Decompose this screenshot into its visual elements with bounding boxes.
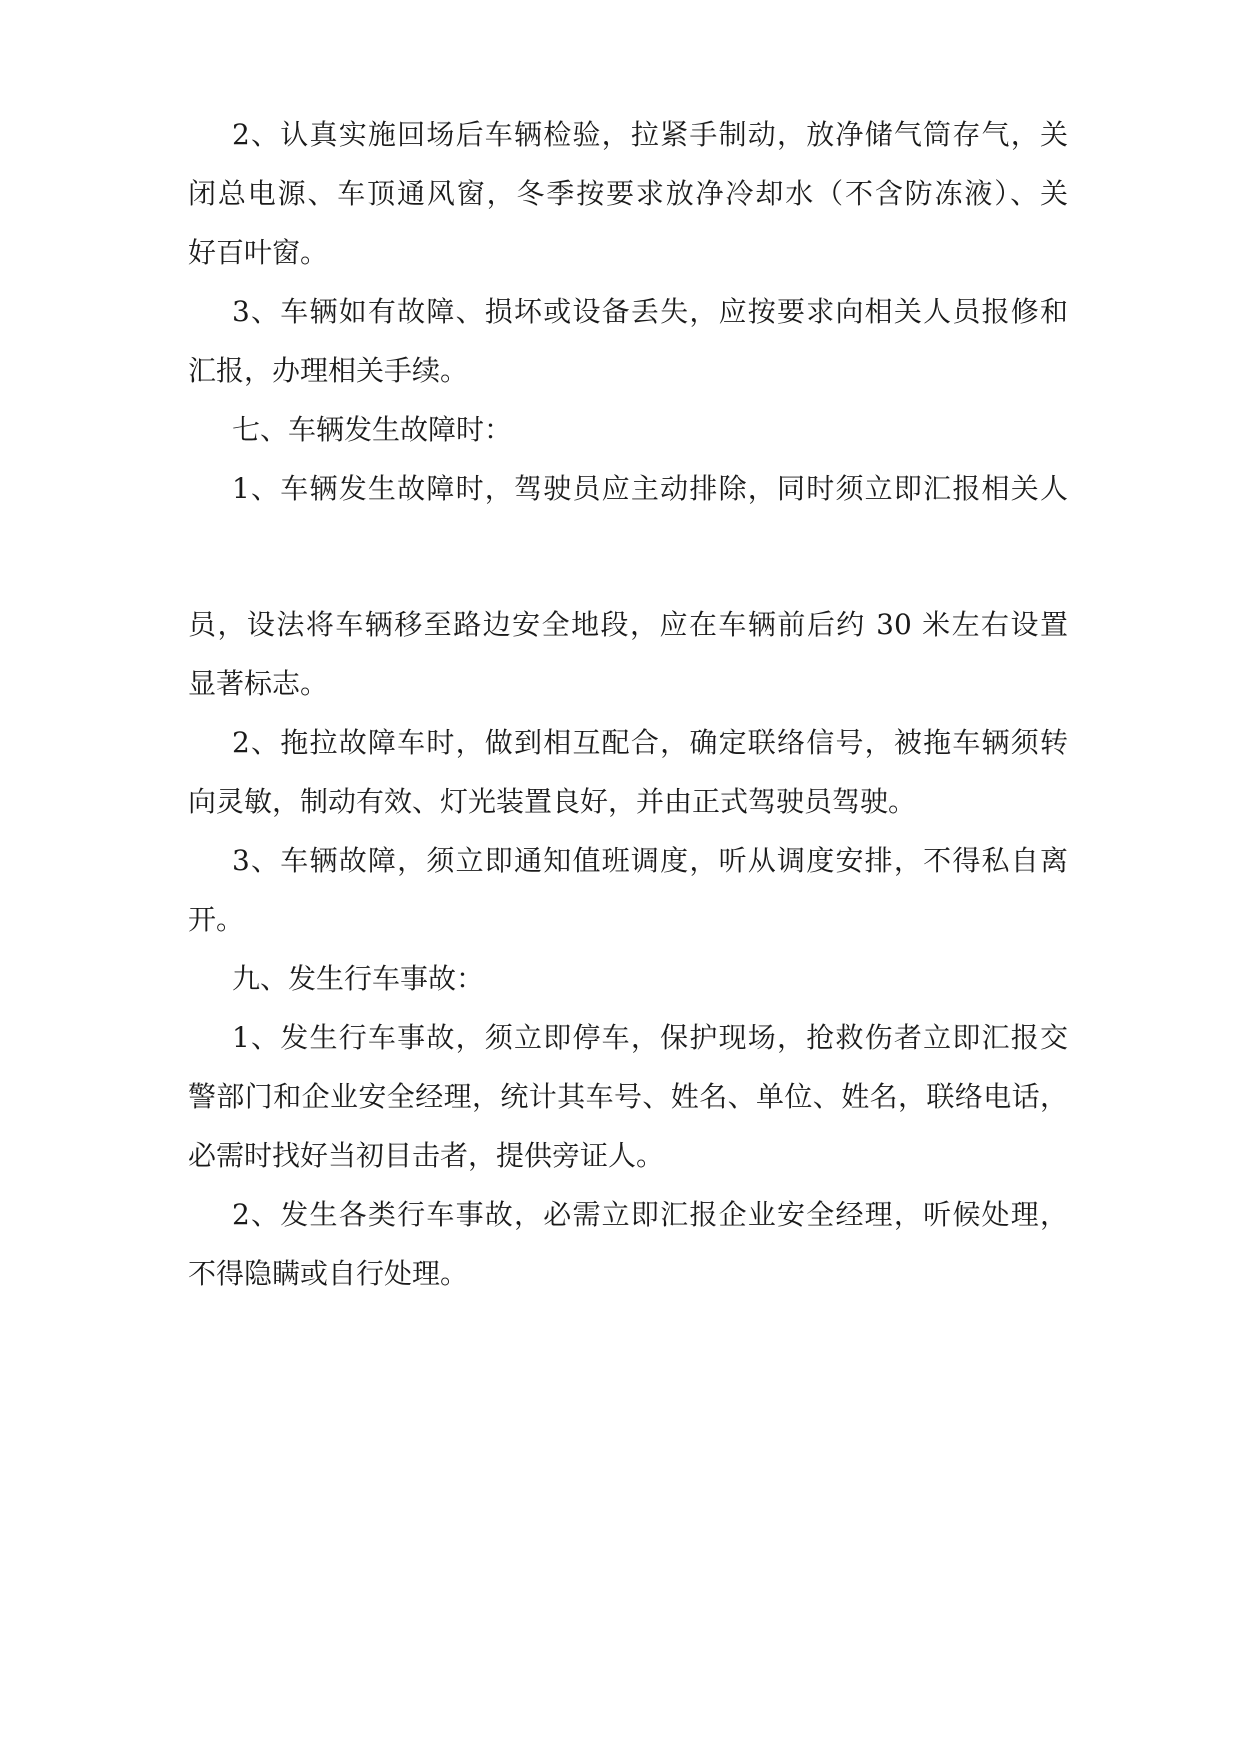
paragraph-line: 3、车辆故障，须立即通知值班调度，听从调度安排，不得私自离 (232, 844, 1068, 877)
paragraph-line: 3、车辆如有故障、损坏或设备丢失，应按要求向相关人员报修和 (232, 295, 1068, 328)
paragraph-line: 向灵敏，制动有效、灯光装置良好，并由正式驾驶员驾驶。 (188, 785, 917, 818)
paragraph-line: 员，设法将车辆移至路边安全地段，应在车辆前后约 30 米左右设置 (188, 608, 1068, 641)
paragraph-line: 开。 (188, 903, 245, 936)
paragraph-line: 2、认真实施回场后车辆检验，拉紧手制动，放净储气筒存气，关 (232, 118, 1068, 151)
section-heading: 九、发生行车事故： (232, 962, 485, 995)
section-heading: 七、车辆发生故障时： (232, 413, 513, 446)
paragraph-line: 好百叶窗。 (188, 236, 329, 269)
paragraph-line: 闭总电源、车顶通风窗，冬季按要求放净冷却水（不含防冻液）、关 (188, 177, 1068, 210)
paragraph-line: 2、发生各类行车事故，必需立即汇报企业安全经理，听候处理， (232, 1198, 1068, 1231)
paragraph-line: 不得隐瞒或自行处理。 (188, 1257, 469, 1290)
paragraph-line: 警部门和企业安全经理，统计其车号、姓名、单位、姓名，联络电话， (188, 1080, 1068, 1113)
paragraph-line: 1、发生行车事故，须立即停车，保护现场，抢救伤者立即汇报交 (232, 1021, 1068, 1054)
paragraph-line: 汇报，办理相关手续。 (188, 354, 469, 387)
paragraph-line: 显著标志。 (188, 667, 329, 700)
paragraph-line: 必需时找好当初目击者，提供旁证人。 (188, 1139, 665, 1172)
paragraph-line: 2、拖拉故障车时，做到相互配合，确定联络信号，被拖车辆须转 (232, 726, 1068, 759)
paragraph-line: 1、车辆发生故障时，驾驶员应主动排除，同时须立即汇报相关人 (232, 472, 1068, 505)
